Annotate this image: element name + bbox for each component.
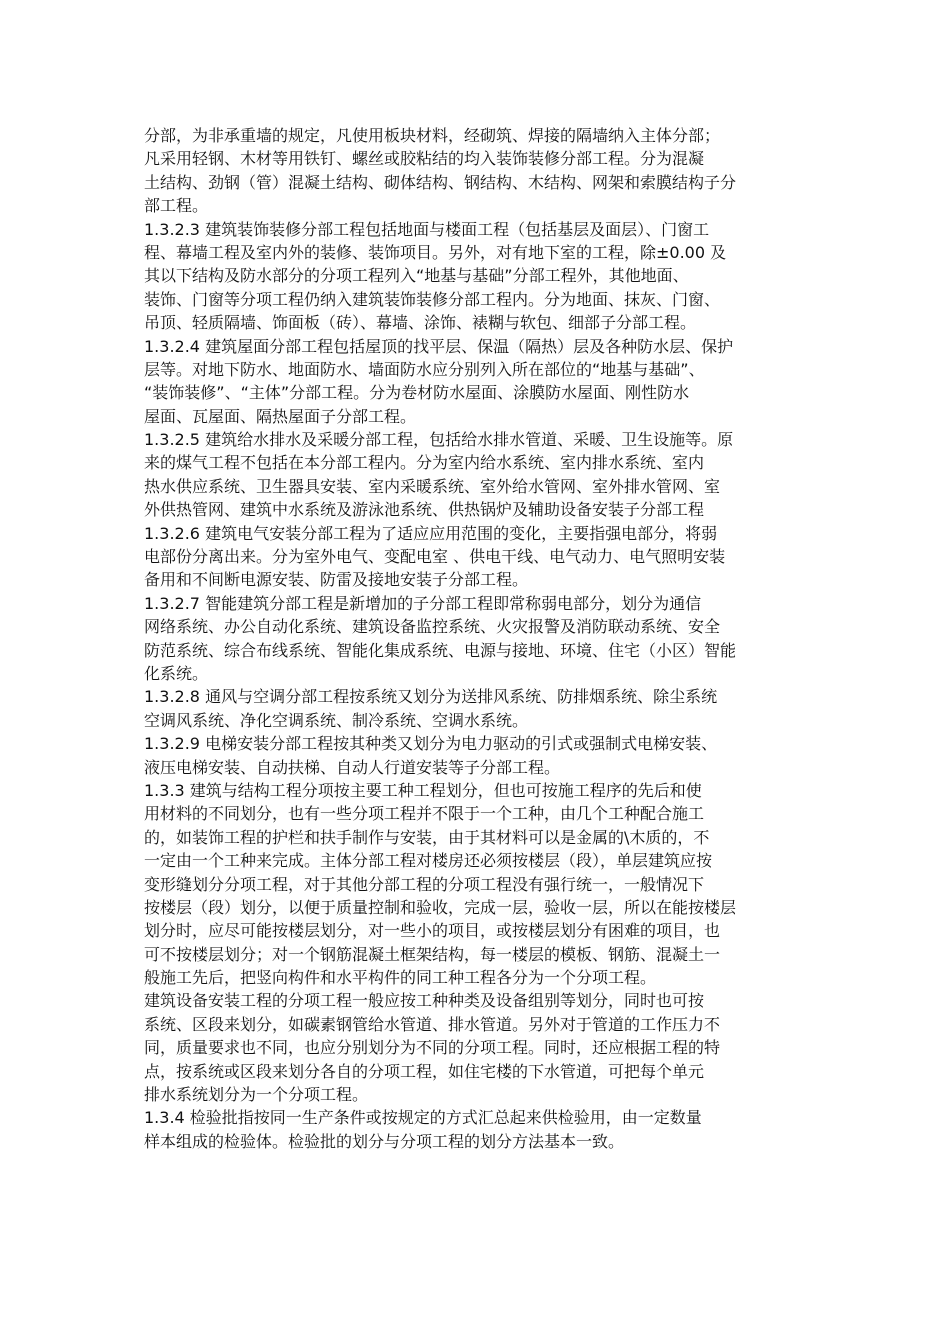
text-line: 系统、区段来划分，如碳素钢管给水管道、排水管道。另外对于管道的工作压力不 (144, 1014, 721, 1034)
text-line: 1.3.2.4 建筑屋面分部工程包括屋顶的找平层、保温（隔热）层及各种防水层、保护 (144, 336, 734, 356)
text-line: 电部份分离出来。分为室外电气、变配电室 、供电干线、电气动力、电气照明安装 (144, 547, 726, 567)
text-line: 1.3.4 检验批指按同一生产条件或按规定的方式汇总起来供检验用，由一定数量 (144, 1108, 702, 1128)
text-line: 部工程。 (144, 196, 209, 216)
text-line: 点，按系统或区段来划分各自的分项工程，如住宅楼的下水管道，可把每个单元 (144, 1061, 705, 1081)
text-line: 样本组成的检验体。检验批的划分与分项工程的划分方法基本一致。 (144, 1131, 625, 1151)
text-line: 化系统。 (144, 663, 209, 683)
text-line: 按楼层（段）划分，以便于质量控制和验收，完成一层，验收一层，所以在能按楼层 (144, 897, 737, 917)
text-line: 1.3.2.3 建筑装饰装修分部工程包括地面与楼面工程（包括基层及面层）、门窗工 (144, 219, 710, 239)
text-line: 1.3.2.9 电梯安装分部工程按其种类又划分为电力驱动的引式或强制式电梯安装、 (144, 734, 718, 754)
text-line: 土结构、劲钢（管）混凝土结构、砌体结构、钢结构、木结构、网架和索膜结构子分 (144, 172, 737, 192)
text-line: “装饰装修”、“主体”分部工程。分为卷材防水屋面、涂膜防水屋面、刚性防水 (144, 383, 690, 403)
text-line: 热水供应系统、卫生器具安装、室内采暖系统、室外给水管网、室外排水管网、室 (144, 476, 721, 496)
text-line: 建筑设备安装工程的分项工程一般应按工种种类及设备组别等划分，同时也可按 (144, 991, 705, 1011)
document-body (144, 124, 812, 1153)
text-line: 网络系统、办公自动化系统、建筑设备监控系统、火灾报警及消防联动系统、安全 (144, 617, 721, 637)
text-line: 装饰、门窗等分项工程仍纳入建筑装饰装修分部工程内。分为地面、抹灰、门窗、 (144, 289, 721, 309)
text-line: 1.3.2.7 智能建筑分部工程是新增加的子分部工程即常称弱电部分，划分为通信 (144, 593, 702, 613)
text-line: 防范系统、综合布线系统、智能化集成系统、电源与接地、环境、住宅（小区）智能 (144, 640, 737, 660)
text-line: 液压电梯安装、自动扶梯、自动人行道安装等子分部工程。 (144, 757, 561, 777)
text-line: 其以下结构及防水部分的分项工程列入“地基与基础”分部工程外，其他地面、 (144, 266, 689, 286)
text-line: 程、幕墙工程及室内外的装修、装饰项目。另外，对有地下室的工程，除±0.00 及 (144, 242, 727, 262)
text-line: 吊顶、轻质隔墙、饰面板（砖）、幕墙、涂饰、裱糊与软包、细部子分部工程。 (144, 313, 697, 333)
text-line: 1.3.2.8 通风与空调分部工程按系统又划分为送排风系统、防排烟系统、除尘系统 (144, 687, 718, 707)
text-line: 可不按楼层划分；对一个钢筋混凝土框架结构，每一楼层的模板、钢筋、混凝土一 (144, 944, 721, 964)
text-line: 同，质量要求也不同，也应分别划分为不同的分项工程。同时，还应根据工程的特 (144, 1038, 721, 1058)
text-line: 1.3.3 建筑与结构工程分项按主要工种工程划分，但也可按施工程序的先后和使 (144, 780, 702, 800)
text-line: 来的煤气工程不包括在本分部工程内。分为室内给水系统、室内排水系统、室内 (144, 453, 705, 473)
text-line: 备用和不间断电源安装、防雷及接地安装子分部工程。 (144, 570, 529, 590)
text-line: 1.3.2.6 建筑电气安装分部工程为了适应应用范围的变化，主要指强电部分，将弱 (144, 523, 718, 543)
text-line: 空调风系统、净化空调系统、制冷系统、空调水系统。 (144, 710, 529, 730)
text-line: 用材料的不同划分，也有一些分项工程并不限于一个工种，由几个工种配合施工 (144, 804, 705, 824)
text-line: 一定由一个工种来完成。主体分部工程对楼房还必须按楼层（段），单层建筑应按 (144, 851, 713, 871)
text-line: 变形缝划分分项工程，对于其他分部工程的分项工程没有强行统一，一般情况下 (144, 874, 705, 894)
text-line: 般施工先后，把竖向构件和水平构件的同工种工程各分为一个分项工程。 (144, 968, 657, 988)
text-line: 凡采用轻钢、木材等用铁钉、螺丝或胶粘结的均入装饰装修分部工程。分为混凝 (144, 149, 705, 169)
text-line: 分部，为非承重墙的规定，凡使用板块材料，经砌筑、焊接的隔墙纳入主体分部； (144, 126, 721, 145)
text-line: 排水系统划分为一个分项工程。 (144, 1085, 369, 1105)
text-line: 外供热管网、建筑中水系统及游泳池系统、供热锅炉及辅助设备安装子分部工程 (144, 500, 705, 520)
text-line: 的，如装饰工程的护栏和扶手制作与安装，由于其材料可以是金属的\木质的，不 (144, 827, 710, 847)
text-line: 屋面、瓦屋面、隔热屋面子分部工程。 (144, 406, 417, 426)
text-line: 1.3.2.5 建筑给水排水及采暖分部工程，包括给水排水管道、采暖、卫生设施等。原 (144, 430, 734, 450)
text-line: 划分时，应尽可能按楼层划分，对一些小的项目，或按楼层划分有困难的项目，也 (144, 921, 721, 941)
text-line: 层等。对地下防水、地面防水、墙面防水应分别列入所在部位的“地基与基础”、 (144, 359, 705, 379)
